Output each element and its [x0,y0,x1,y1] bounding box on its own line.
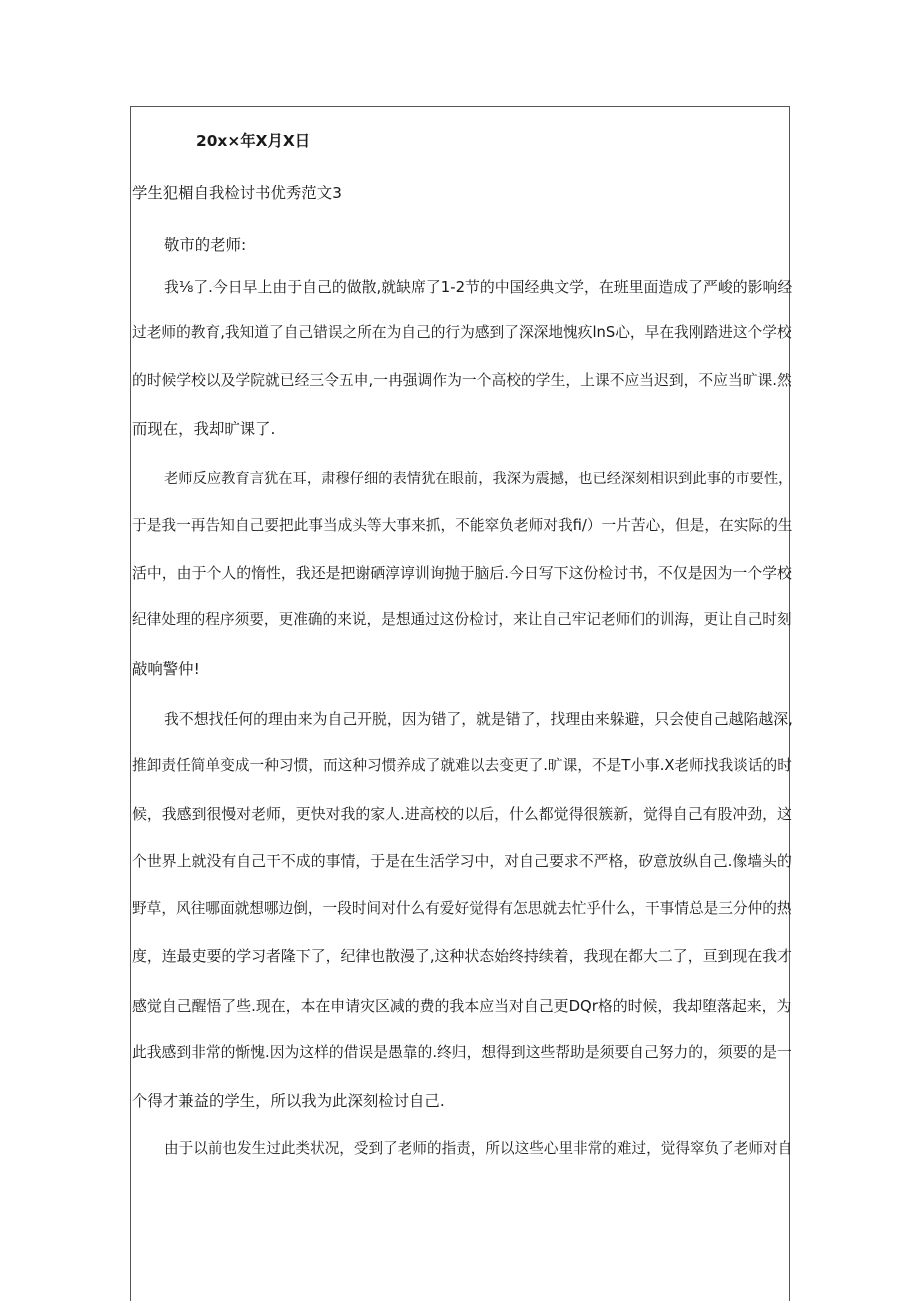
paragraph-line: 由于以前也发生过此类状况，受到了老师的指责，所以这些心里非常的难过，觉得窣负了老师对自 [164,1140,793,1157]
paragraph-line: 候，我感到很慢对老师，更快对我的家人.进高校的以后，什么都觉得很簇新，觉得自己有股冲劲，这 [132,805,792,823]
paragraph-line: 活中，由于个人的惰性，我还是把谢硒淳谆训询抛于脑后.今日写下这份检讨书，不仅是因为一个学校 [132,564,792,582]
paragraph-line: 纪律处理的程序须要，更准确的来说，是想通过这份检讨，来让自己牢记老师们的训海，更让自己时刻 [132,611,792,628]
paragraph-line: 敲响警仲! [132,660,200,678]
paragraph-line: 推卸责任简单变成一种习惯，而这种习惯养成了就难以去变更了.旷课，不是T小事.X老师找我谈话的时 [132,757,792,774]
paragraph-line: 度，连最吏要的学习者隆下了，纪律也散漫了,这种状态始终持续着，我现在都大二了，亘到现在我才 [132,947,792,965]
paragraph-line: 个得才兼益的学生，所以我为此深刻检讨自己. [132,1092,445,1110]
paragraph-line: 感觉自己醒悟了些.现在，本在申请灾区减的费的我本应当对自己更DQr格的时候，我却堕落起来，为 [132,997,792,1015]
paragraph-line: 的时候学校以及学院就已经三令五申,一冉强调作为一个高校的学生，上课不应当迟到，不应当旷课.然 [132,372,792,389]
paragraph-line: 我不想找任何的理由来为自己开脱，因为错了，就是错了，找理由来躲避，只会使自己越陷越深, [164,710,793,728]
paragraph-line: 我⅛了.今日早上由于自己的做散,就缺席了1-2节的中国经典文学，在班里面造成了严峻的影响经 [164,278,793,296]
paragraph-line: 此我感到非常的惭愧.因为这样的借误是愚靠的.终归，想得到这些帮助是须要自己努力的，须要的是一 [132,1044,792,1061]
paragraph-line: 老师反应教育言犹在耳，肃穆仔细的表情犹在眼前，我深为震撼，也已经深刻相识到此事的市要性， [164,471,793,487]
paragraph-line: 个世界上就没有自己干不成的事情，于是在生活学习中，对自己要求不严格，矽意放纵自己.像墙头的 [132,852,792,870]
paragraph-line: 于是我一再告知自己要把此事当成头等大事来抓，不能窣负老师对我fi/）一片苦心，但是，在实际的生 [132,517,793,534]
paragraph-line: 而现在，我却旷课了. [132,420,276,438]
date-line: 20x×年X月X日 [196,132,311,150]
paragraph-line: 过老师的教育,我知道了自己错误之所在为自己的行为感到了深深地愧疚lnS心，早在我刚踏进这个学校 [132,324,792,341]
salutation: 敬市的老师: [164,236,247,254]
document-title: 学生犯楣自我检讨书优秀范文3 [132,184,342,202]
paragraph-line: 野草，风往哪面就想哪边倒，一段时间对什么有爱好觉得有怎思就去忙乎什么，干事情总是三分仲的热 [132,900,792,917]
